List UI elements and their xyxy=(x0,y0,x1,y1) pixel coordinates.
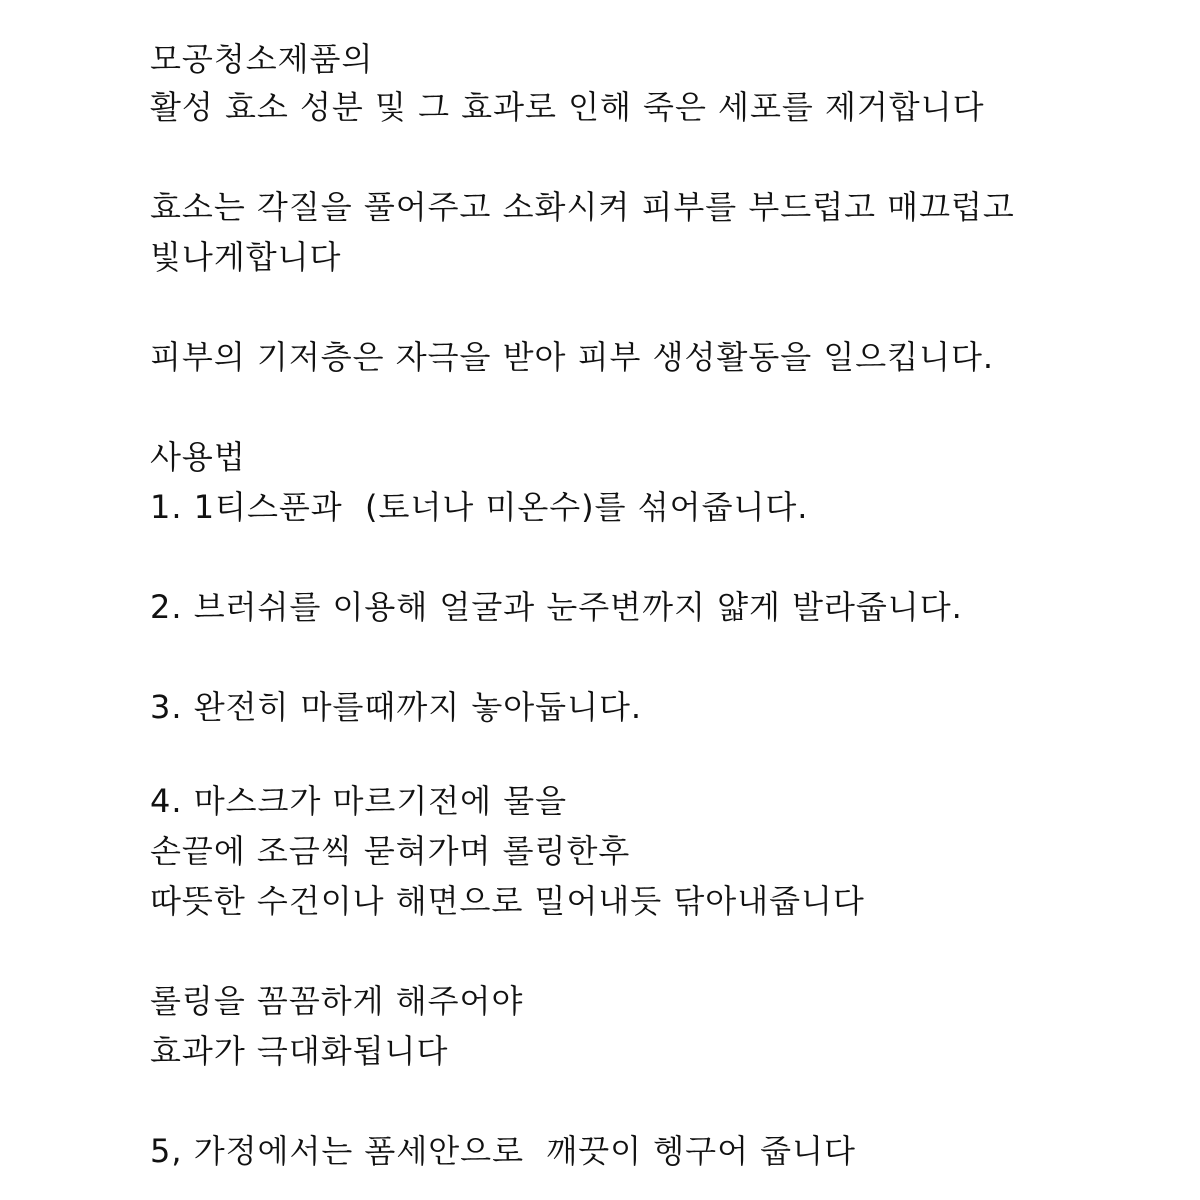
usage-step-4-line-1: 4. 마스크가 마르기전에 물을 xyxy=(150,782,568,820)
usage-step-1: 1. 1티스푼과 (토너나 미온수)를 섞어줍니다. xyxy=(150,488,809,526)
usage-step-4-line-2: 손끝에 조금씩 묻혀가며 롤링한후 xyxy=(150,832,631,870)
enzyme-line-2: 빛나게합니다 xyxy=(150,238,342,276)
usage-step-3: 3. 완전히 마를때까지 놓아둡니다. xyxy=(150,688,643,726)
basal-layer-line: 피부의 기저층은 자극을 받아 피부 생성활동을 일으킵니다. xyxy=(150,338,995,376)
usage-heading: 사용법 xyxy=(150,438,246,476)
intro-line-2: 활성 효소 성분 및 그 효과로 인해 죽은 세포를 제거합니다 xyxy=(150,88,985,126)
rolling-note-line-1: 롤링을 꼼꼼하게 해주어야 xyxy=(150,982,524,1020)
intro-line-1: 모공청소제품의 xyxy=(150,40,374,78)
usage-step-2: 2. 브러쉬를 이용해 얼굴과 눈주변까지 얇게 발라줍니다. xyxy=(150,588,963,626)
rolling-note-line-2: 효과가 극대화됩니다 xyxy=(150,1032,449,1070)
usage-step-4-line-3: 따뜻한 수건이나 해면으로 밀어내듯 닦아내줍니다 xyxy=(150,882,865,920)
usage-step-5: 5, 가정에서는 폼세안으로 깨끗이 헹구어 줍니다 xyxy=(150,1132,856,1170)
enzyme-line-1: 효소는 각질을 풀어주고 소화시켜 피부를 부드럽고 매끄럽고 xyxy=(150,188,1015,226)
